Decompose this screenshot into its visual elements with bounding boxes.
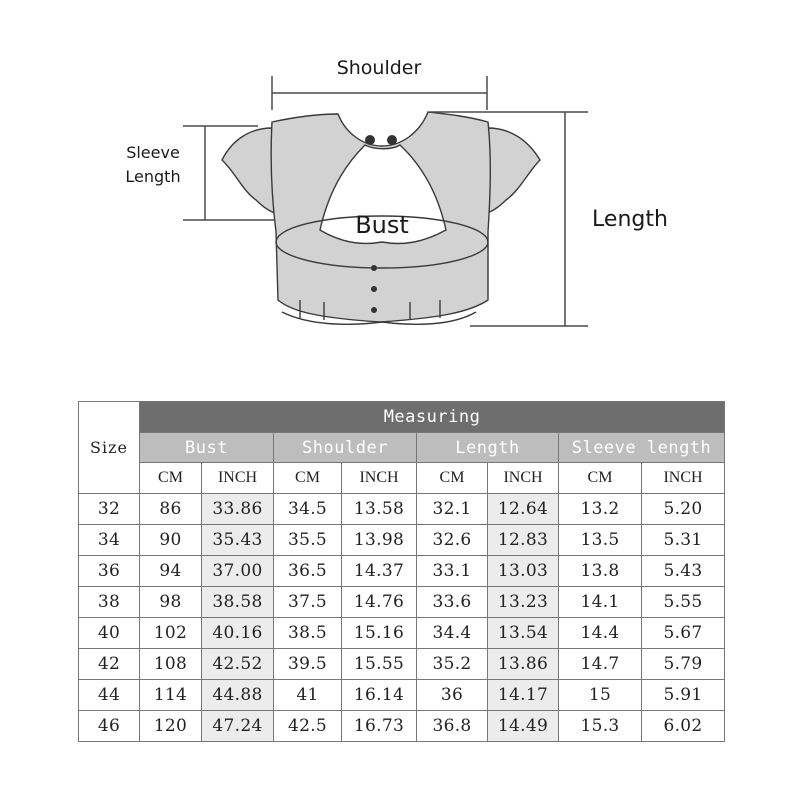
measurement-cell: 14.7 <box>559 649 642 680</box>
size-cell: 46 <box>79 711 140 742</box>
measurement-cell: 98 <box>140 587 202 618</box>
table-row <box>79 525 725 556</box>
measurement-cell: 35.43 <box>202 525 274 556</box>
unit-header: CM <box>140 463 202 494</box>
measurement-cell: 108 <box>140 649 202 680</box>
measurement-cell: 38.5 <box>274 618 342 649</box>
measurement-cell: 41 <box>274 680 342 711</box>
size-header: Size <box>79 402 140 494</box>
measurement-cell: 39.5 <box>274 649 342 680</box>
measurement-cell: 86 <box>140 494 202 525</box>
size-chart-table <box>78 401 725 742</box>
table-row <box>79 494 725 525</box>
measuring-header: Measuring <box>140 402 725 433</box>
measurement-cell: 16.14 <box>342 680 417 711</box>
measurement-cell: 33.6 <box>417 587 488 618</box>
measurement-cell: 34.4 <box>417 618 488 649</box>
table-row <box>79 680 725 711</box>
unit-header: CM <box>274 463 342 494</box>
measurement-cell: 13.23 <box>488 587 559 618</box>
measurement-cell: 13.8 <box>559 556 642 587</box>
unit-header: CM <box>559 463 642 494</box>
measurement-cell: 34.5 <box>274 494 342 525</box>
measurement-cell: 5.91 <box>642 680 725 711</box>
measurement-cell: 90 <box>140 525 202 556</box>
length-label: Length <box>592 207 668 232</box>
measurement-cell: 47.24 <box>202 711 274 742</box>
measurement-cell: 15.3 <box>559 711 642 742</box>
unit-header: INCH <box>342 463 417 494</box>
measurement-cell: 5.67 <box>642 618 725 649</box>
bust-label: Bust <box>355 211 409 239</box>
measurement-cell: 42.5 <box>274 711 342 742</box>
garment-diagram <box>0 0 809 380</box>
size-cell: 32 <box>79 494 140 525</box>
measurement-cell: 15.55 <box>342 649 417 680</box>
sleeve-length-label-line1: Sleeve <box>126 143 180 162</box>
size-table-body <box>79 494 725 742</box>
measurement-cell: 15 <box>559 680 642 711</box>
measurement-cell: 33.86 <box>202 494 274 525</box>
measurement-cell: 13.2 <box>559 494 642 525</box>
measurement-cell: 14.76 <box>342 587 417 618</box>
measurement-cell: 14.17 <box>488 680 559 711</box>
group-header-bust: Bust <box>140 433 274 463</box>
table-row <box>79 618 725 649</box>
measurement-cell: 13.5 <box>559 525 642 556</box>
measurement-cell: 5.20 <box>642 494 725 525</box>
group-header-shoulder: Shoulder <box>274 433 417 463</box>
measurement-cell: 32.6 <box>417 525 488 556</box>
measurement-cell: 36.5 <box>274 556 342 587</box>
measurement-cell: 37.00 <box>202 556 274 587</box>
measurement-cell: 32.1 <box>417 494 488 525</box>
table-row <box>79 711 725 742</box>
unit-header: INCH <box>488 463 559 494</box>
measurement-cell: 120 <box>140 711 202 742</box>
table-row <box>79 556 725 587</box>
measurement-cell: 13.54 <box>488 618 559 649</box>
group-header-length: Length <box>417 433 559 463</box>
measurement-cell: 35.2 <box>417 649 488 680</box>
unit-header: INCH <box>642 463 725 494</box>
measurement-cell: 102 <box>140 618 202 649</box>
measurement-cell: 5.55 <box>642 587 725 618</box>
measurement-cell: 13.98 <box>342 525 417 556</box>
measurement-cell: 114 <box>140 680 202 711</box>
measurement-cell: 37.5 <box>274 587 342 618</box>
size-cell: 38 <box>79 587 140 618</box>
measurement-cell: 36 <box>417 680 488 711</box>
measurement-cell: 40.16 <box>202 618 274 649</box>
size-cell: 36 <box>79 556 140 587</box>
shoulder-label: Shoulder <box>336 57 422 79</box>
measurement-cell: 16.73 <box>342 711 417 742</box>
size-cell: 44 <box>79 680 140 711</box>
measurement-cell: 38.58 <box>202 587 274 618</box>
measurement-cell: 14.49 <box>488 711 559 742</box>
measurement-cell: 15.16 <box>342 618 417 649</box>
measurement-cell: 33.1 <box>417 556 488 587</box>
measurement-cell: 5.43 <box>642 556 725 587</box>
measurement-cell: 5.31 <box>642 525 725 556</box>
size-cell: 42 <box>79 649 140 680</box>
measurement-cell: 36.8 <box>417 711 488 742</box>
measurement-cell: 94 <box>140 556 202 587</box>
unit-header: INCH <box>202 463 274 494</box>
measurement-cell: 5.79 <box>642 649 725 680</box>
size-cell: 40 <box>79 618 140 649</box>
sleeve-length-label-line2: Length <box>125 167 181 186</box>
measurement-cell: 44.88 <box>202 680 274 711</box>
measurement-cell: 13.58 <box>342 494 417 525</box>
measurement-cell: 42.52 <box>202 649 274 680</box>
measurement-cell: 12.64 <box>488 494 559 525</box>
table-row <box>79 587 725 618</box>
unit-header: CM <box>417 463 488 494</box>
group-header-sleeve-length: Sleeve length <box>559 433 725 463</box>
measurement-cell: 6.02 <box>642 711 725 742</box>
measurement-cell: 14.37 <box>342 556 417 587</box>
measurement-cell: 13.03 <box>488 556 559 587</box>
table-row <box>79 649 725 680</box>
measurement-cell: 14.4 <box>559 618 642 649</box>
measurement-cell: 35.5 <box>274 525 342 556</box>
measurement-cell: 12.83 <box>488 525 559 556</box>
measurement-cell: 13.86 <box>488 649 559 680</box>
size-cell: 34 <box>79 525 140 556</box>
measurement-cell: 14.1 <box>559 587 642 618</box>
